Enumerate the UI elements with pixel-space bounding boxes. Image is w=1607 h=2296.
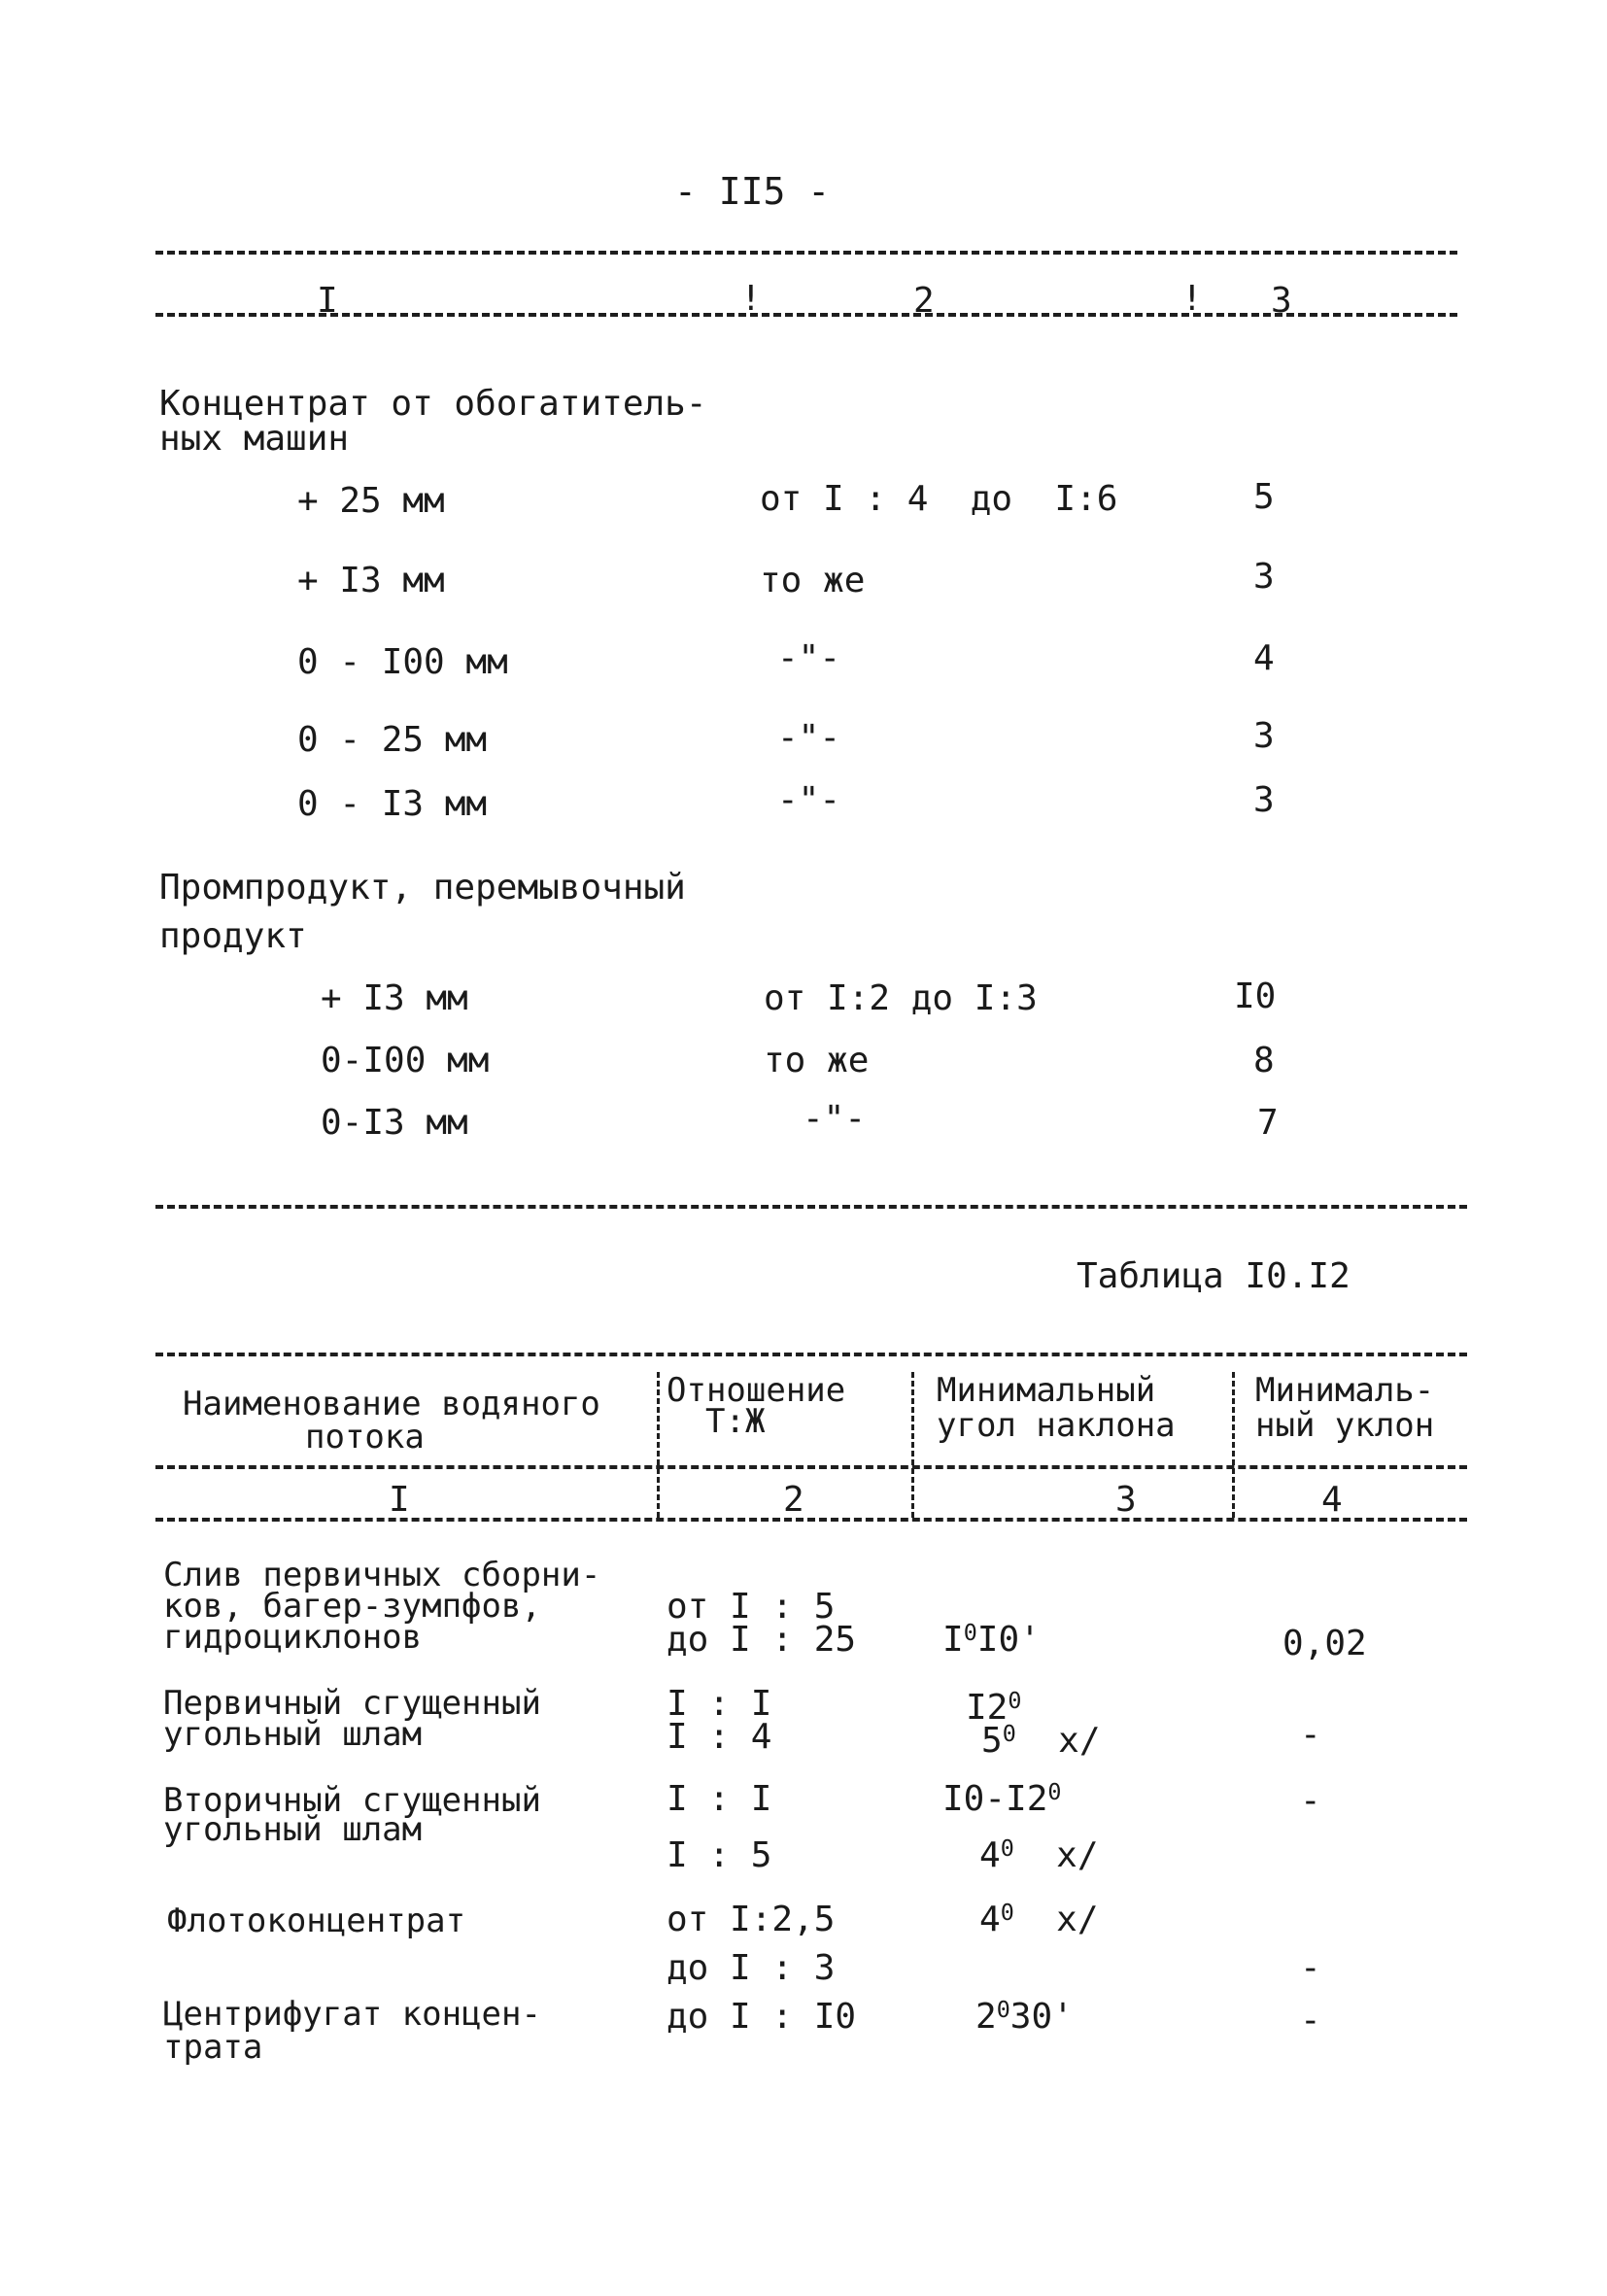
angle-cell: [979, 1899, 1099, 1939]
col-number: 4: [1321, 1480, 1343, 1520]
angle-value: 4: [979, 1900, 1001, 1939]
angle-value: 2: [975, 1997, 997, 2037]
header-name: Наименование водяного: [183, 1385, 600, 1423]
column-separator: [657, 1372, 660, 1518]
column-separator: [1232, 1372, 1235, 1518]
ratio-cell: от I : 4 до I:6: [760, 479, 1118, 519]
value-cell: 7: [1257, 1103, 1279, 1143]
slope-cell: -: [1300, 1715, 1321, 1755]
group-title: продукт: [159, 916, 307, 956]
value-cell: 8: [1253, 1041, 1275, 1080]
slope-cell: 0,02: [1282, 1624, 1367, 1663]
col-number: 3: [1271, 281, 1292, 321]
ratio-cell: то же: [760, 561, 866, 600]
ratio-cell: -"-: [777, 780, 841, 820]
ratio-cell: то же: [764, 1041, 870, 1080]
row-name: трата: [163, 2028, 263, 2067]
row-name: Слив первичных сборни-: [163, 1556, 601, 1594]
angle-value: 4: [979, 1835, 1001, 1875]
ratio-cell: -"-: [777, 718, 841, 758]
table1-header-rule: [155, 313, 1457, 317]
size-cell: + 25 мм: [297, 481, 445, 521]
angle-value: 5: [981, 1721, 1003, 1761]
table2-colnum-rule: [155, 1518, 1467, 1522]
ratio-cell: до I : 25: [667, 1620, 857, 1660]
group-title: Концентрат от обогатитель-: [159, 384, 707, 424]
table1-top-rule: [155, 251, 1457, 255]
value-cell: 4: [1253, 638, 1275, 678]
row-name: угольный шлам: [163, 1810, 423, 1849]
value-cell: 5: [1253, 477, 1275, 517]
size-cell: 0 - I00 мм: [297, 642, 508, 682]
ratio-cell: I : 5: [667, 1835, 772, 1875]
header-name: потока: [305, 1418, 425, 1456]
angle-cell: [942, 1778, 1062, 1819]
angle-cell: [979, 1834, 1099, 1875]
ratio-cell: от I : 5: [667, 1587, 836, 1627]
size-cell: 0 - 25 мм: [297, 720, 488, 760]
table2-top-rule: [155, 1353, 1467, 1356]
angle-minutes: I0': [976, 1620, 1041, 1660]
row-name: Первичный сгущенный: [163, 1684, 541, 1723]
header-slope: Минималь-: [1255, 1371, 1435, 1410]
col-number: I: [317, 281, 338, 321]
footnote-mark: x/: [1056, 1900, 1099, 1939]
slope-cell: -: [1300, 1948, 1321, 1988]
group-title: Промпродукт, перемывочный: [159, 868, 686, 908]
row-name: угольный шлам: [163, 1715, 423, 1754]
column-separator: [911, 1372, 914, 1518]
row-name: Центрифугат концен-: [163, 1995, 541, 2034]
size-cell: + I3 мм: [321, 978, 468, 1018]
value-cell: 3: [1253, 780, 1275, 820]
size-cell: 0 - I3 мм: [297, 784, 488, 824]
page-number: - II5 -: [674, 170, 831, 213]
header-angle: Минимальный: [937, 1371, 1156, 1410]
size-cell: 0-I3 мм: [321, 1103, 468, 1143]
degree-mark: 0: [1000, 1834, 1014, 1863]
row-name: Вторичный сгущенный: [163, 1781, 541, 1820]
row-name: ков, багер-зумпфов,: [163, 1587, 541, 1626]
ratio-cell: -"-: [777, 638, 841, 678]
footnote-mark: x/: [1056, 1835, 1099, 1875]
group-title: ных машин: [159, 419, 350, 459]
ratio-cell: I : I: [667, 1779, 772, 1819]
col-separator: !: [740, 279, 762, 319]
degree-mark: 0: [1008, 1687, 1022, 1715]
size-cell: 0-I00 мм: [321, 1041, 490, 1080]
angle-cell: [975, 1996, 1074, 2037]
ratio-cell: -"-: [803, 1099, 867, 1139]
col-number: 2: [913, 281, 935, 321]
col-number: 2: [783, 1480, 804, 1520]
col-number: I: [389, 1480, 410, 1520]
header-angle: угол наклона: [937, 1406, 1176, 1445]
footnote-mark: x/: [1058, 1721, 1101, 1761]
ratio-cell: от I:2 до I:3: [764, 978, 1038, 1018]
table-caption: Таблица I0.I2: [1077, 1256, 1351, 1296]
ratio-cell: до I : 3: [667, 1948, 836, 1988]
table1-bottom-rule: [155, 1205, 1467, 1209]
row-name: гидроциклонов: [163, 1618, 423, 1657]
ratio-cell: I : 4: [667, 1717, 772, 1757]
angle-value: I0-I2: [942, 1779, 1048, 1819]
header-slope: ный уклон: [1255, 1406, 1435, 1445]
value-cell: 3: [1253, 557, 1275, 597]
col-number: 3: [1115, 1480, 1137, 1520]
degree-mark: 0: [963, 1619, 977, 1647]
header-ratio: Т:Ж: [705, 1402, 766, 1441]
angle-cell: [981, 1720, 1101, 1761]
table2-header-rule: [155, 1465, 1467, 1469]
header-ratio: Отношение: [667, 1371, 846, 1410]
value-cell: I0: [1234, 977, 1277, 1016]
angle-value: I: [942, 1620, 964, 1660]
degree-mark: 0: [1002, 1720, 1016, 1748]
angle-minutes: 30': [1009, 1997, 1074, 2037]
angle-cell: [942, 1619, 1041, 1660]
col-separator: !: [1181, 279, 1203, 319]
slope-cell: -: [1300, 2001, 1321, 2040]
degree-mark: 0: [996, 1996, 1010, 2024]
ratio-cell: до I : I0: [667, 1997, 857, 2037]
row-name: Флотоконцентрат: [167, 1902, 466, 1940]
angle-value: I2: [966, 1688, 1009, 1728]
degree-mark: 0: [1047, 1778, 1062, 1806]
ratio-cell: от I:2,5: [667, 1900, 836, 1939]
degree-mark: 0: [1000, 1899, 1014, 1927]
size-cell: + I3 мм: [297, 561, 445, 600]
value-cell: 3: [1253, 716, 1275, 756]
slope-cell: -: [1300, 1781, 1321, 1821]
ratio-cell: I : I: [667, 1684, 772, 1724]
